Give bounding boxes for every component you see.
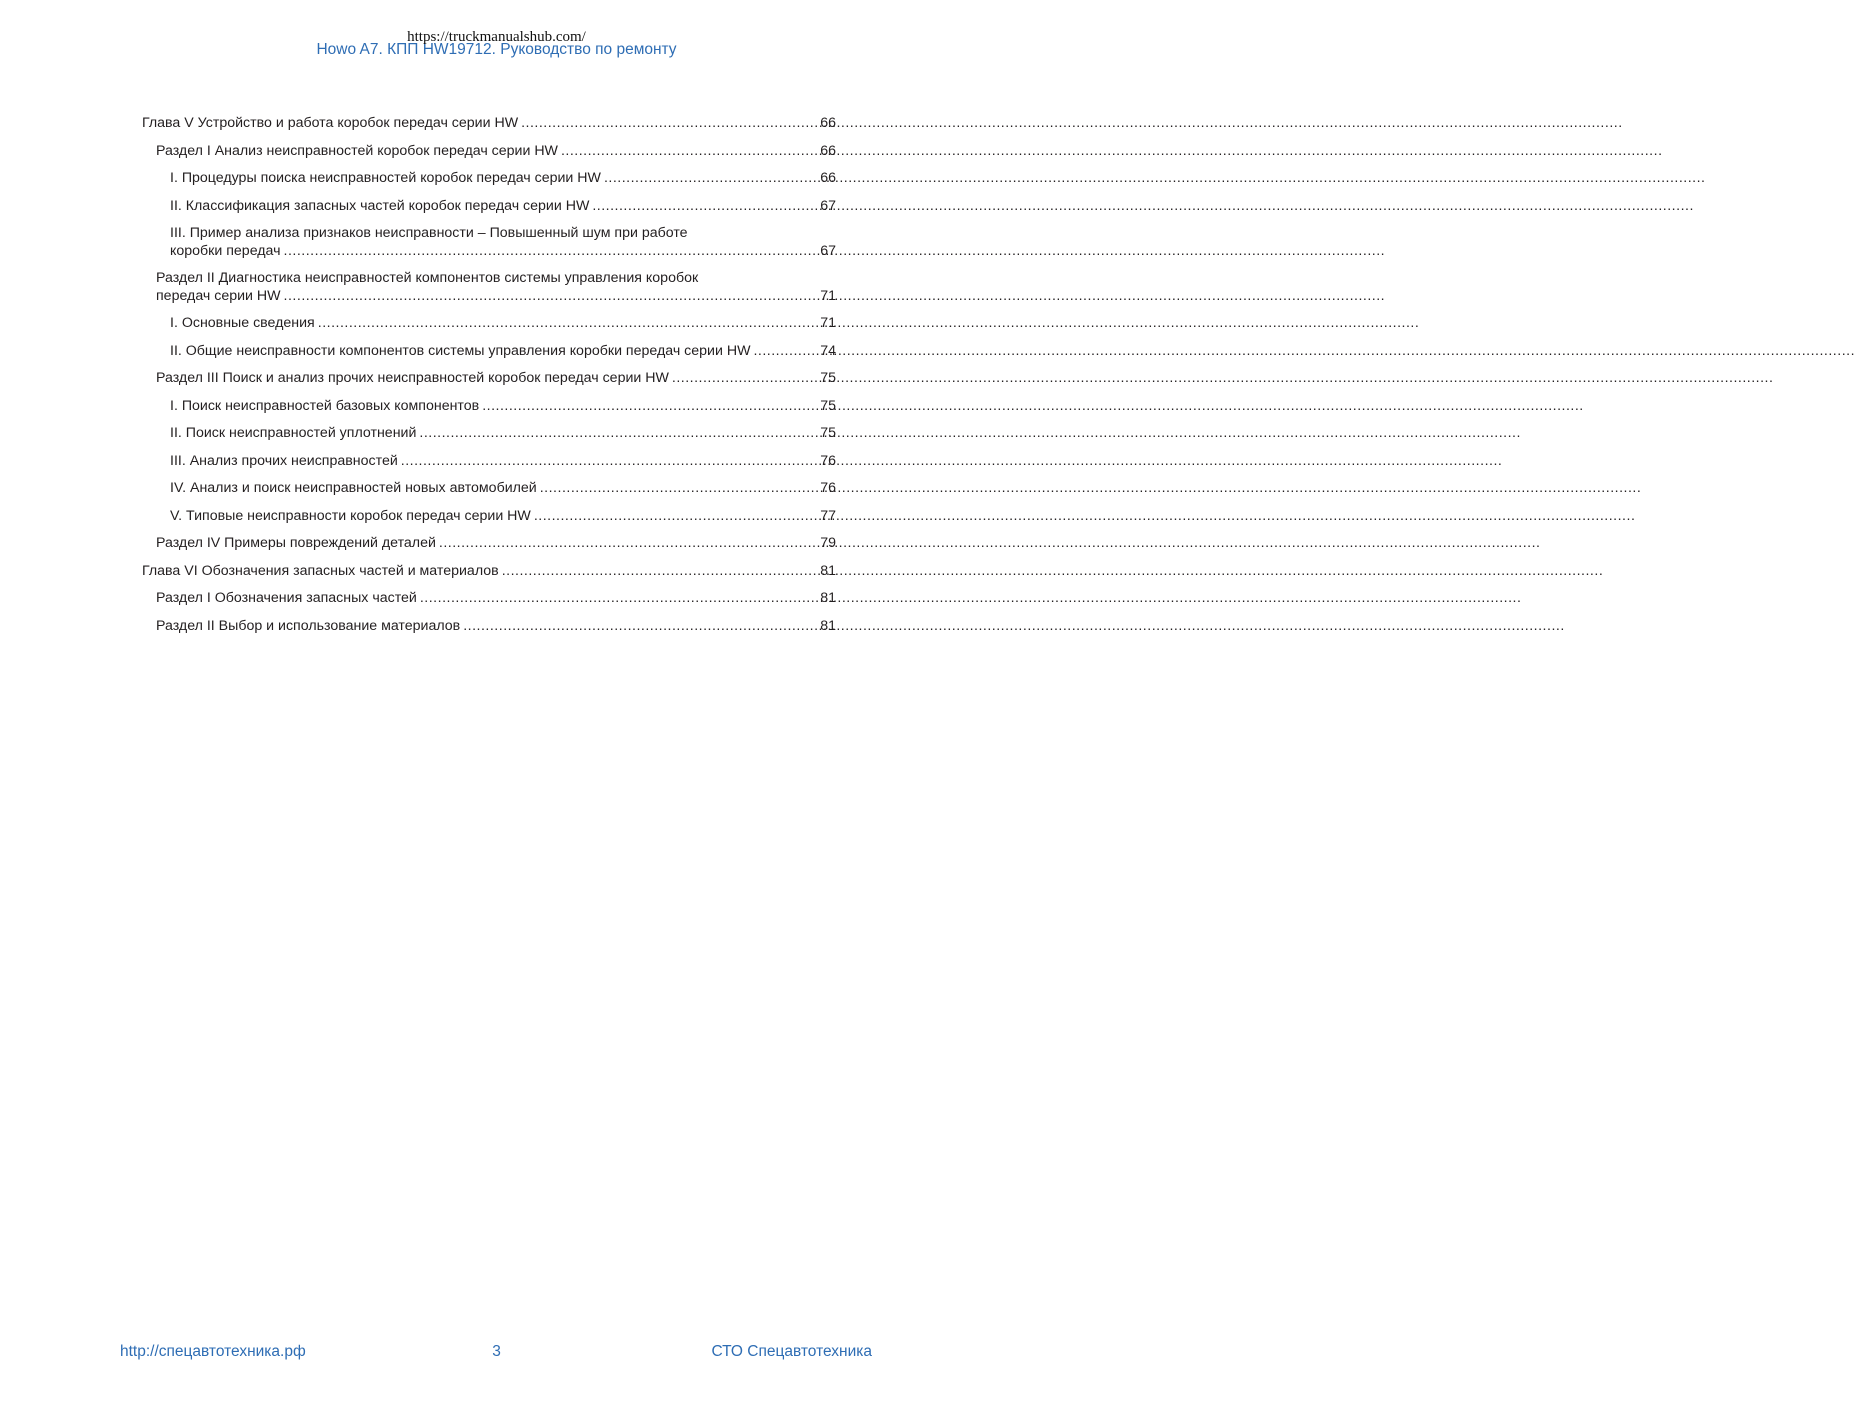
toc-entry-title: IV. Анализ и поиск неисправностей новых автомобилей — [170, 480, 537, 496]
toc-entry[interactable] — [142, 398, 836, 426]
toc-line — [170, 225, 836, 243]
toc-page-number: 67 — [820, 242, 836, 259]
toc-entry-title: V. Типовые неисправности коробок передач серии HW — [170, 507, 531, 524]
toc-entry-title: Глава VI Обозначения запасных частей и материалов — [142, 562, 499, 579]
dot-leader — [420, 590, 819, 608]
dot-leader — [318, 315, 819, 333]
toc-entry[interactable] — [142, 480, 836, 508]
dot-leader — [753, 343, 819, 361]
toc-entry-title: I. Основные сведения — [170, 315, 315, 331]
toc-entry[interactable] — [142, 115, 836, 143]
toc-page-number: 81 — [820, 562, 836, 579]
toc-entry[interactable] — [142, 508, 836, 536]
table-of-contents — [142, 115, 836, 645]
toc-entry-title: Глава V Устройство и работа коробок передач серии HW — [142, 115, 519, 131]
toc-entry[interactable] — [142, 198, 836, 226]
toc-line — [170, 243, 836, 261]
toc-entry-title: Раздел IV Примеры повреждений деталей — [156, 535, 436, 551]
toc-entry-title: II. Поиск неисправностей уплотнений — [170, 425, 417, 441]
toc-line — [142, 563, 836, 581]
toc-page-number: 81 — [820, 617, 836, 634]
page-footer — [0, 1343, 993, 1363]
dot-leader — [463, 618, 819, 636]
toc-line — [156, 288, 836, 306]
toc-entry[interactable] — [142, 563, 836, 591]
toc-entry-title: III. Анализ прочих неисправностей — [170, 452, 398, 469]
watermark-url[interactable]: https://truckmanualshub.com/ — [407, 29, 586, 45]
toc-entry[interactable] — [142, 370, 836, 398]
toc-page-number: 75 — [820, 370, 836, 386]
toc-entry-title: Раздел III Поиск и анализ прочих неисправностей коробок передач серии HW — [156, 370, 669, 386]
toc-entry-title: Раздел I Анализ неисправностей коробок передач серии HW — [156, 142, 558, 159]
toc-line — [170, 343, 836, 361]
toc-entry[interactable] — [142, 270, 836, 315]
toc-line — [170, 170, 836, 188]
dot-leader — [521, 115, 819, 133]
toc-line — [170, 425, 836, 443]
toc-line — [156, 143, 836, 161]
dot-leader — [502, 563, 820, 581]
page-number: 3 — [492, 1343, 501, 1360]
toc-line — [170, 453, 836, 471]
dot-leader — [401, 453, 819, 471]
toc-entry-title: II. Классификация запасных частей коробок передач серии HW — [170, 197, 590, 214]
dot-leader — [482, 398, 819, 416]
toc-entry-title: I. Поиск неисправностей базовых компонентов — [170, 397, 480, 414]
toc-entry[interactable] — [142, 143, 836, 171]
toc-line — [156, 618, 836, 636]
dot-leader — [419, 425, 819, 443]
toc-page-number: 76 — [820, 452, 836, 469]
footer-organization: СТО Спецавтотехника — [711, 1343, 872, 1360]
toc-line — [170, 398, 836, 416]
toc-page-number: 75 — [820, 397, 836, 414]
toc-page-number: 71 — [820, 287, 836, 304]
toc-entry-title: коробки передач — [170, 242, 281, 259]
toc-line — [156, 535, 836, 553]
toc-page-number: 76 — [820, 480, 836, 496]
toc-page-number: 75 — [820, 425, 836, 441]
dot-leader — [604, 170, 819, 188]
toc-line — [170, 508, 836, 526]
dot-leader — [439, 535, 819, 553]
toc-line — [142, 115, 836, 133]
toc-entry[interactable] — [142, 425, 836, 453]
dot-leader — [672, 370, 819, 388]
toc-entry[interactable] — [142, 225, 836, 270]
toc-line — [156, 590, 836, 608]
dot-leader — [540, 480, 819, 498]
toc-entry[interactable] — [142, 315, 836, 343]
toc-line — [156, 370, 836, 388]
toc-entry-title: Раздел II Диагностика неисправностей компонентов системы управления коробок — [156, 270, 699, 286]
toc-line — [170, 315, 836, 333]
toc-page-number: 81 — [820, 590, 836, 606]
toc-entry-title: Раздел I Обозначения запасных частей — [156, 590, 417, 606]
toc-entry-title: II. Общие неисправности компонентов системы управления коробки передач серии HW — [170, 342, 751, 359]
toc-entry-title: I. Процедуры поиска неисправностей коробок передач серии HW — [170, 170, 601, 186]
toc-line — [156, 270, 836, 288]
toc-page-number: 71 — [820, 315, 836, 331]
toc-entry-title: III. Пример анализа признаков неисправности – Повышенный шум при работе — [170, 225, 688, 241]
toc-entry[interactable] — [142, 535, 836, 563]
toc-page-number: 77 — [820, 507, 836, 524]
toc-entry-title: Раздел II Выбор и использование материалов — [156, 617, 461, 634]
running-header: Howo A7. КПП HW19712. Руководство по ремонту — [316, 41, 677, 58]
toc-page-number: 66 — [820, 170, 836, 186]
toc-page-number: 66 — [820, 142, 836, 159]
toc-entry[interactable] — [142, 343, 836, 371]
toc-page-number: 67 — [820, 197, 836, 214]
dot-leader — [534, 508, 819, 526]
toc-line — [170, 198, 836, 216]
toc-page-number: 79 — [820, 535, 836, 551]
toc-entry-title: передач серии HW — [156, 287, 281, 304]
toc-entry[interactable] — [142, 170, 836, 198]
dot-leader — [284, 243, 820, 261]
toc-page-number: 74 — [820, 342, 836, 359]
toc-entry[interactable] — [142, 453, 836, 481]
dot-leader — [561, 143, 819, 161]
toc-line — [170, 480, 836, 498]
toc-entry[interactable] — [142, 590, 836, 618]
dot-leader — [284, 288, 820, 306]
toc-page-number: 66 — [820, 115, 836, 131]
toc-entry[interactable] — [142, 618, 836, 646]
dot-leader — [592, 198, 819, 216]
footer-website-link[interactable]: http://спецавтотехника.рф — [120, 1343, 306, 1360]
